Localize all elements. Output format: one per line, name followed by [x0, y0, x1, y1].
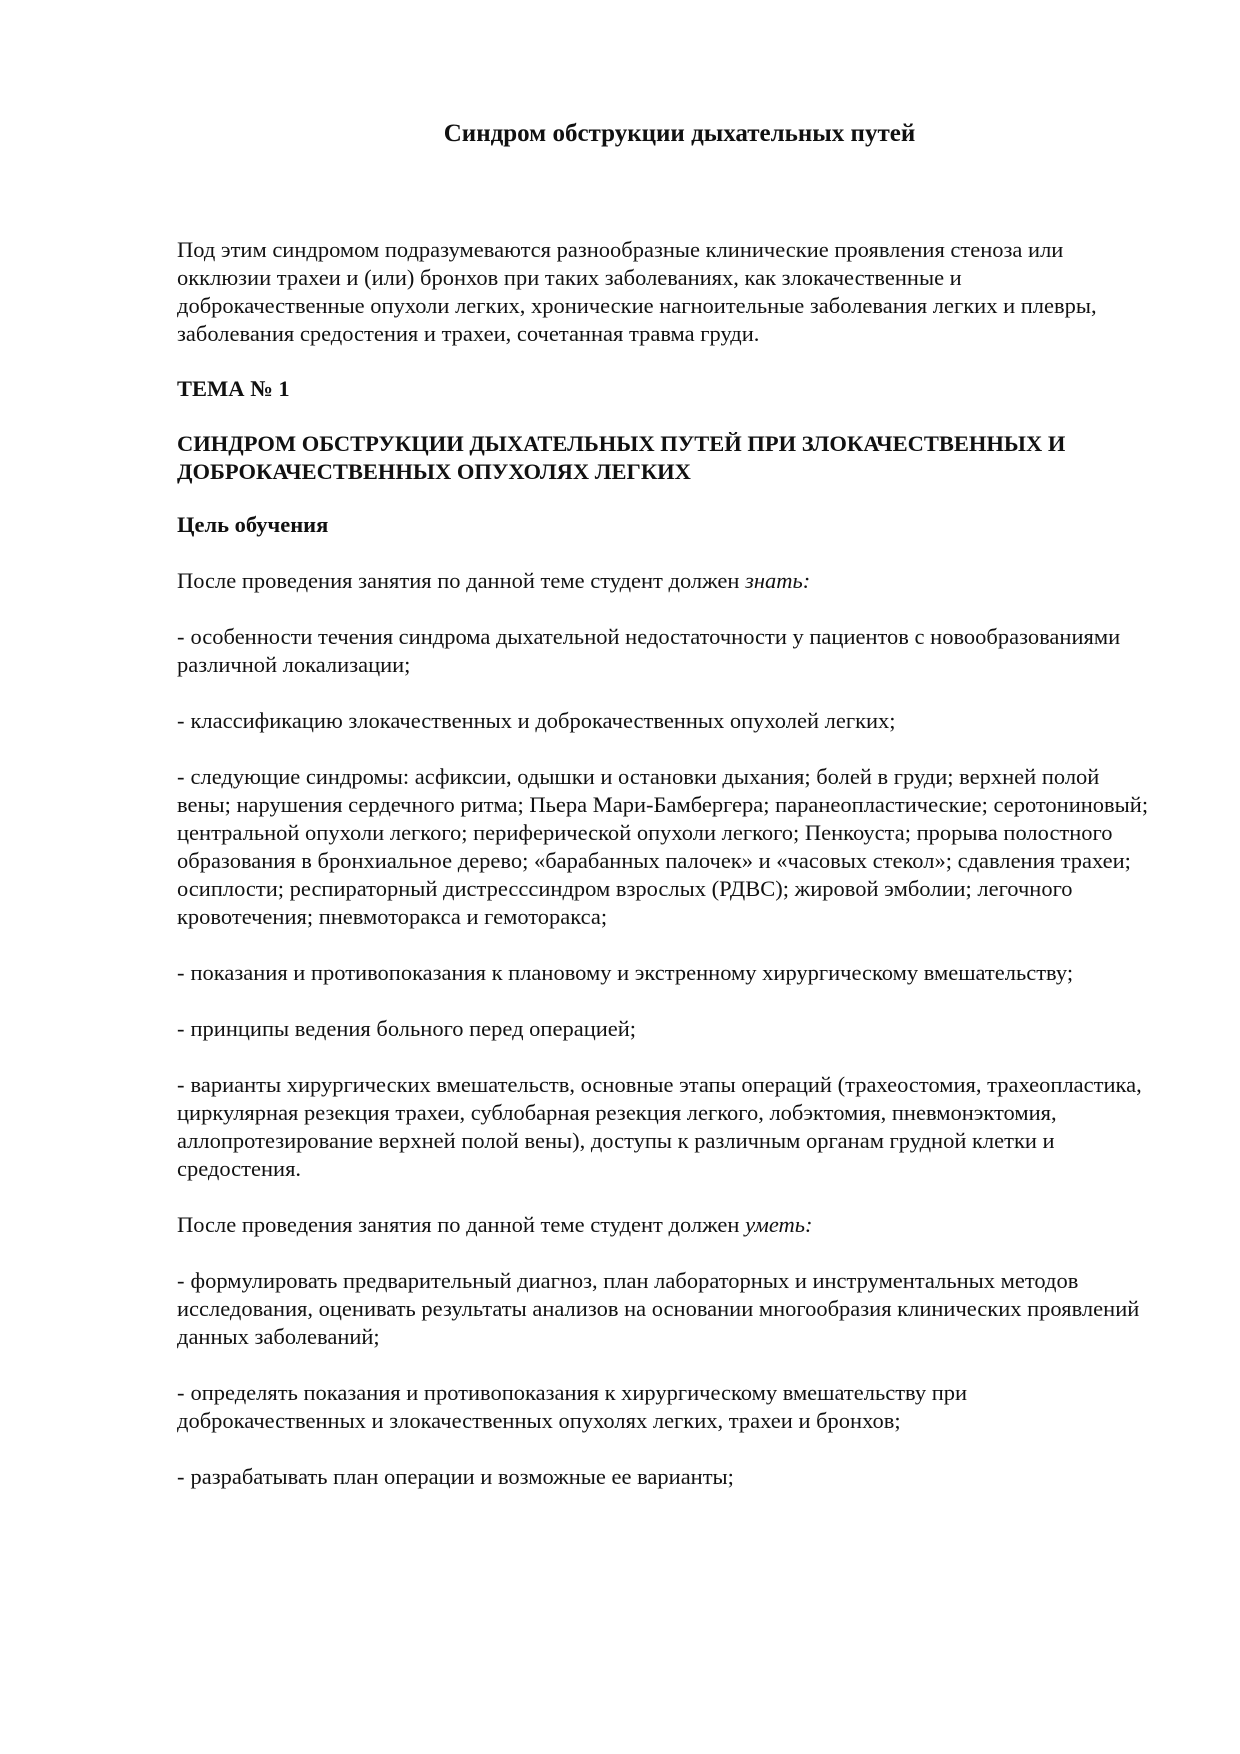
bullet-dash: - [177, 960, 185, 985]
list-item-text: особенности течения синдрома дыхательной недостаточности у пациентов с новообразованиями различной локализации; [177, 624, 1121, 677]
bullet-dash: - [177, 1016, 185, 1041]
bullet-dash: - [177, 624, 185, 649]
document-body [177, 118, 1152, 1491]
list-item-text: варианты хирургических вмешательств, основные этапы операций (трахеостомия, трахеопластика, циркулярная резекция трахеи, сублобарная резекция легкого, лобэктомия, пневмонэктомия, аллопротезирование верхней полой вены), доступы к различным органам грудной клетки и средостения. [177, 1072, 1142, 1181]
intro-paragraph: Под этим синдромом подразумеваются разнообразные клинические проявления стеноза или окклюзии трахеи и (или) бронхов при таких заболеваниях, как злокачественные и доброкачественные опухоли легких, хронические нагноительные заболевания легких и плевры, заболевания средостения и трахеи, сочетанная травма груди. [177, 237, 1097, 346]
list-item-text: определять показания и противопоказания к хирургическому вмешательству при доброкачественных и злокачественных опухолях легких, трахеи и бронхов; [177, 1380, 968, 1433]
list-item [177, 1379, 1152, 1435]
can-lead [177, 1211, 1152, 1239]
list-item [177, 1015, 1152, 1043]
can-lead-text: После проведения занятия по данной теме студент должен [177, 1212, 746, 1237]
list-item [177, 1267, 1152, 1351]
know-lead-emphasis: знать: [745, 568, 811, 593]
know-lead [177, 567, 1152, 595]
bullet-dash: - [177, 764, 185, 789]
can-lead-emphasis: уметь: [745, 1212, 813, 1237]
list-item-text: следующие синдромы: асфиксии, одышки и остановки дыхания; болей в груди; верхней полой вены; нарушения сердечного ритма; Пьера Мари-Бамбергера; паранеопластические; серотониновый; центральной опухоли легкого; периферической опухоли легкого; Пенкоуста; прорыва полостного образования в бронхиальное дерево; «барабанных палочек» и «часовых стекол»; сдавления трахеи; осиплости; респираторный дистресссиндром взрослых (РДВС); жировой эмболии; легочного кровотечения; пневмоторакса и гемоторакса; [177, 764, 1149, 929]
can-list [177, 1267, 1152, 1491]
theme-label: ТЕМА № 1 [177, 376, 290, 401]
list-item [177, 1463, 1152, 1491]
bullet-dash: - [177, 1380, 185, 1405]
document-title: Синдром обструкции дыхательных путей [443, 120, 916, 147]
list-item [177, 959, 1152, 987]
list-item [177, 707, 1152, 735]
list-item-text: показания и противопоказания к плановому и экстренному хирургическому вмешательству; [190, 960, 1074, 985]
list-item-text: разрабатывать план операции и возможные ее варианты; [190, 1464, 734, 1489]
bullet-dash: - [177, 708, 185, 733]
list-item-text: принципы ведения больного перед операцией; [190, 1016, 637, 1041]
theme-title: СИНДРОМ ОБСТРУКЦИИ ДЫХАТЕЛЬНЫХ ПУТЕЙ ПРИ ЗЛОКАЧЕСТВЕННЫХ И ДОБРОКАЧЕСТВЕННЫХ ОПУХОЛЯХ ЛЕГКИХ [177, 431, 1066, 484]
bullet-dash: - [177, 1268, 185, 1293]
goal-heading: Цель обучения [177, 512, 329, 537]
list-item-text: классификацию злокачественных и доброкачественных опухолей легких; [190, 708, 896, 733]
know-lead-text: После проведения занятия по данной теме студент должен [177, 568, 746, 593]
list-item [177, 623, 1152, 679]
list-item-text: формулировать предварительный диагноз, план лабораторных и инструментальных методов исследования, оценивать результаты анализов на основании многообразия клинических проявлений данных заболеваний; [177, 1268, 1140, 1349]
bullet-dash: - [177, 1464, 185, 1489]
bullet-dash: - [177, 1072, 185, 1097]
know-list [177, 623, 1152, 1183]
list-item [177, 1071, 1152, 1183]
list-item [177, 763, 1152, 931]
